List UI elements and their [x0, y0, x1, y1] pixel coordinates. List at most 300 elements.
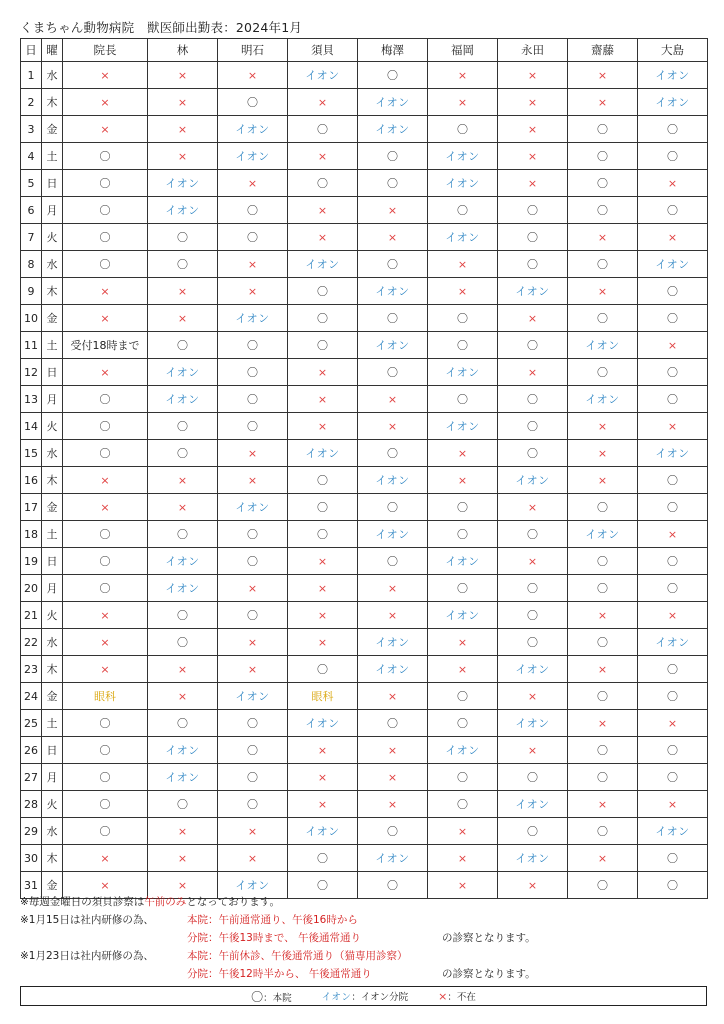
status-aeon-branch: イオン [428, 143, 498, 170]
status-aeon-branch: イオン [428, 224, 498, 251]
status-main-clinic: 〇 [148, 413, 218, 440]
day-cell: 27 [21, 764, 42, 791]
status-aeon-branch: イオン [428, 413, 498, 440]
status-aeon-branch: イオン [498, 656, 568, 683]
header-vet: 福岡 [428, 39, 498, 62]
status-main-clinic: 〇 [148, 710, 218, 737]
weekday-cell: 水 [42, 62, 63, 89]
status-main-clinic: 〇 [638, 494, 708, 521]
status-absent: × [428, 89, 498, 116]
status-absent: × [148, 656, 218, 683]
status-absent: × [568, 845, 638, 872]
weekday-cell: 水 [42, 818, 63, 845]
status-absent: × [218, 440, 288, 467]
header-vet: 明石 [218, 39, 288, 62]
status-main-clinic: 〇 [568, 359, 638, 386]
table-row [21, 548, 708, 575]
status-main-clinic: 〇 [148, 251, 218, 278]
header-vet: 林 [148, 39, 218, 62]
status-absent: × [638, 170, 708, 197]
day-cell: 13 [21, 386, 42, 413]
status-absent: × [568, 710, 638, 737]
status-aeon-branch: イオン [358, 629, 428, 656]
status-main-clinic: 〇 [568, 872, 638, 899]
note-line [20, 965, 710, 983]
status-absent: × [288, 548, 358, 575]
status-absent: × [428, 845, 498, 872]
status-main-clinic: 〇 [358, 170, 428, 197]
status-absent: × [498, 62, 568, 89]
table-row [21, 737, 708, 764]
status-main-clinic: 〇 [218, 710, 288, 737]
status-main-clinic: 〇 [638, 467, 708, 494]
status-absent: × [358, 791, 428, 818]
status-main-clinic: 〇 [218, 602, 288, 629]
table-row [21, 521, 708, 548]
weekday-cell: 金 [42, 305, 63, 332]
status-main-clinic: 〇 [218, 413, 288, 440]
status-aeon-branch: イオン [638, 818, 708, 845]
table-row [21, 224, 708, 251]
status-main-clinic: 〇 [638, 278, 708, 305]
status-absent: × [358, 602, 428, 629]
header-vet: 永田 [498, 39, 568, 62]
legend-text: ：本院 [263, 992, 292, 1004]
day-cell: 9 [21, 278, 42, 305]
status-aeon-branch: イオン [498, 710, 568, 737]
status-aeon-branch: イオン [428, 170, 498, 197]
status-absent: × [288, 575, 358, 602]
status-absent: × [288, 143, 358, 170]
day-cell: 20 [21, 575, 42, 602]
status-main-clinic: 〇 [428, 521, 498, 548]
table-row [21, 413, 708, 440]
status-main-clinic: 〇 [498, 818, 568, 845]
status-aeon-branch: イオン [218, 116, 288, 143]
status-absent: × [428, 872, 498, 899]
legend-item-aeon [322, 989, 408, 1003]
header-vet: 院長 [63, 39, 148, 62]
status-absent: × [428, 440, 498, 467]
status-absent: × [638, 521, 708, 548]
status-aeon-branch: イオン [148, 386, 218, 413]
status-main-clinic: 〇 [638, 548, 708, 575]
status-main-clinic: 〇 [218, 332, 288, 359]
status-absent: × [568, 602, 638, 629]
status-main-clinic: 〇 [63, 548, 148, 575]
status-main-clinic: 〇 [358, 251, 428, 278]
status-aeon-branch: イオン [288, 818, 358, 845]
status-absent: × [63, 116, 148, 143]
status-absent: × [428, 62, 498, 89]
note-text: ※毎週金曜日の須貝診察は [20, 896, 145, 908]
weekday-cell: 月 [42, 764, 63, 791]
status-aeon-branch: イオン [358, 467, 428, 494]
status-aeon-branch: イオン [148, 170, 218, 197]
status-aeon-branch: イオン [428, 737, 498, 764]
status-main-clinic: 〇 [428, 116, 498, 143]
status-main-clinic: 〇 [218, 764, 288, 791]
status-absent: × [498, 494, 568, 521]
status-aeon-branch: イオン [638, 440, 708, 467]
status-absent: × [358, 386, 428, 413]
page-title: くまちゃん動物病院 獣医師出勤表：2024年1月 [20, 20, 303, 35]
status-aeon-branch: イオン [498, 791, 568, 818]
day-cell: 1 [21, 62, 42, 89]
status-main-clinic: 〇 [288, 467, 358, 494]
weekday-cell: 木 [42, 656, 63, 683]
status-absent: × [358, 737, 428, 764]
status-absent: × [288, 737, 358, 764]
header-day: 日 [21, 39, 42, 62]
status-main-clinic: 〇 [638, 197, 708, 224]
status-main-clinic: 〇 [63, 413, 148, 440]
status-main-clinic: 〇 [428, 386, 498, 413]
note-highlight: 本院：午前休診、午後通常通り（猫専用診察） [187, 950, 408, 962]
status-absent: × [148, 278, 218, 305]
day-cell: 4 [21, 143, 42, 170]
status-main-clinic: 〇 [498, 386, 568, 413]
status-main-clinic: 〇 [218, 359, 288, 386]
status-absent: × [148, 62, 218, 89]
status-aeon-branch: イオン [148, 737, 218, 764]
status-main-clinic: 〇 [358, 440, 428, 467]
legend-text: ：不在 [447, 992, 476, 1003]
status-absent: × [63, 89, 148, 116]
status-absent: × [288, 89, 358, 116]
status-absent: × [568, 413, 638, 440]
status-main-clinic: 〇 [498, 251, 568, 278]
status-main-clinic: 〇 [498, 575, 568, 602]
status-main-clinic: 〇 [568, 737, 638, 764]
note-line [20, 911, 710, 929]
status-absent: × [638, 413, 708, 440]
status-main-clinic: 〇 [358, 62, 428, 89]
status-aeon-branch: イオン [288, 710, 358, 737]
status-absent: × [498, 143, 568, 170]
status-main-clinic: 〇 [568, 629, 638, 656]
status-absent: × [218, 845, 288, 872]
status-main-clinic: 〇 [63, 791, 148, 818]
status-main-clinic: 〇 [498, 332, 568, 359]
weekday-cell: 木 [42, 278, 63, 305]
status-absent: × [568, 278, 638, 305]
status-main-clinic: 〇 [428, 305, 498, 332]
weekday-cell: 土 [42, 332, 63, 359]
header-row [21, 39, 708, 62]
status-absent: × [498, 305, 568, 332]
note-highlight: 午前のみ [144, 896, 187, 908]
status-main-clinic: 〇 [568, 251, 638, 278]
status-main-clinic: 〇 [63, 170, 148, 197]
day-cell: 10 [21, 305, 42, 332]
status-aeon-branch: イオン [498, 845, 568, 872]
weekday-cell: 日 [42, 359, 63, 386]
day-cell: 28 [21, 791, 42, 818]
status-main-clinic: 〇 [568, 764, 638, 791]
status-absent: × [358, 224, 428, 251]
status-absent: × [218, 170, 288, 197]
status-main-clinic: 〇 [218, 737, 288, 764]
status-absent: × [63, 359, 148, 386]
table-row [21, 359, 708, 386]
status-aeon-branch: イオン [148, 764, 218, 791]
status-main-clinic: 〇 [288, 332, 358, 359]
status-main-clinic: 〇 [63, 143, 148, 170]
day-cell: 24 [21, 683, 42, 710]
status-main-clinic: 〇 [148, 791, 218, 818]
note-text: の診察となります。 [442, 932, 536, 944]
status-absent: × [63, 305, 148, 332]
header-vet: 齋藤 [568, 39, 638, 62]
legend-item-absent [438, 989, 476, 1003]
header-weekday: 曜 [42, 39, 63, 62]
status-absent: × [63, 278, 148, 305]
day-cell: 26 [21, 737, 42, 764]
status-main-clinic: 〇 [638, 683, 708, 710]
status-aeon-branch: イオン [568, 332, 638, 359]
weekday-cell: 木 [42, 467, 63, 494]
status-aeon-branch: イオン [218, 872, 288, 899]
status-main-clinic: 〇 [638, 305, 708, 332]
table-row [21, 629, 708, 656]
status-main-clinic: 〇 [148, 224, 218, 251]
status-absent: × [568, 467, 638, 494]
status-aeon-branch: イオン [638, 62, 708, 89]
table-row [21, 332, 708, 359]
note-line [20, 929, 710, 947]
weekday-cell: 金 [42, 116, 63, 143]
note-highlight: 本院：午前通常通り、午後16時から [187, 914, 358, 926]
weekday-cell: 日 [42, 170, 63, 197]
status-main-clinic: 〇 [218, 521, 288, 548]
status-main-clinic: 〇 [428, 332, 498, 359]
status-main-clinic: 〇 [498, 224, 568, 251]
status-main-clinic: 〇 [288, 116, 358, 143]
note-text: の診察となります。 [442, 968, 536, 980]
status-absent: × [148, 89, 218, 116]
legend-symbol: イオン [321, 992, 352, 1003]
weekday-cell: 日 [42, 548, 63, 575]
status-aeon-branch: イオン [288, 440, 358, 467]
status-main-clinic: 〇 [218, 89, 288, 116]
status-main-clinic: 〇 [148, 629, 218, 656]
note-line [20, 893, 710, 911]
status-main-clinic: 〇 [148, 332, 218, 359]
status-absent: × [218, 629, 288, 656]
weekday-cell: 火 [42, 791, 63, 818]
status-main-clinic: 〇 [358, 548, 428, 575]
status-absent: × [638, 602, 708, 629]
day-cell: 17 [21, 494, 42, 521]
status-main-clinic: 〇 [288, 170, 358, 197]
weekday-cell: 水 [42, 629, 63, 656]
status-main-clinic: 〇 [148, 440, 218, 467]
status-absent: × [63, 62, 148, 89]
status-aeon-branch: イオン [288, 62, 358, 89]
status-main-clinic: 〇 [288, 872, 358, 899]
day-cell: 3 [21, 116, 42, 143]
status-absent: × [288, 386, 358, 413]
weekday-cell: 火 [42, 413, 63, 440]
status-main-clinic: 〇 [638, 737, 708, 764]
status-absent: × [428, 467, 498, 494]
status-absent: × [218, 575, 288, 602]
table-row [21, 683, 708, 710]
status-absent: × [288, 764, 358, 791]
day-cell: 31 [21, 872, 42, 899]
status-absent: × [218, 278, 288, 305]
status-absent: × [148, 305, 218, 332]
status-main-clinic: 〇 [428, 494, 498, 521]
day-cell: 2 [21, 89, 42, 116]
status-absent: × [428, 818, 498, 845]
status-main-clinic: 〇 [568, 683, 638, 710]
status-absent: × [358, 197, 428, 224]
status-absent: × [498, 116, 568, 143]
status-main-clinic: 〇 [428, 197, 498, 224]
status-absent: × [63, 494, 148, 521]
day-cell: 16 [21, 467, 42, 494]
note-text: ※1月15日は社内研修の為、 [20, 914, 154, 926]
weekday-cell: 金 [42, 872, 63, 899]
status-absent: × [63, 467, 148, 494]
status-aeon-branch: イオン [218, 494, 288, 521]
schedule-body [21, 62, 708, 899]
status-main-clinic: 〇 [638, 386, 708, 413]
weekday-cell: 金 [42, 683, 63, 710]
status-absent: × [428, 629, 498, 656]
status-main-clinic: 〇 [498, 413, 568, 440]
status-main-clinic: 〇 [288, 494, 358, 521]
table-row [21, 278, 708, 305]
table-row [21, 764, 708, 791]
status-main-clinic: 〇 [358, 872, 428, 899]
status-main-clinic: 〇 [63, 440, 148, 467]
note-line [20, 947, 710, 965]
legend-symbol: × [438, 990, 448, 1003]
status-main-clinic: 〇 [638, 764, 708, 791]
status-aeon-branch: イオン [358, 656, 428, 683]
status-main-clinic: 〇 [63, 575, 148, 602]
status-absent: × [148, 872, 218, 899]
status-absent: × [148, 845, 218, 872]
day-cell: 14 [21, 413, 42, 440]
weekday-cell: 水 [42, 251, 63, 278]
status-absent: × [498, 359, 568, 386]
status-aeon-branch: イオン [218, 305, 288, 332]
status-main-clinic: 〇 [218, 386, 288, 413]
status-main-clinic: 〇 [218, 197, 288, 224]
status-absent: × [63, 602, 148, 629]
status-main-clinic: 〇 [288, 521, 358, 548]
status-absent: × [498, 89, 568, 116]
weekday-cell: 木 [42, 89, 63, 116]
status-absent: × [288, 629, 358, 656]
status-main-clinic: 〇 [638, 143, 708, 170]
day-cell: 18 [21, 521, 42, 548]
table-row [21, 89, 708, 116]
status-absent: × [358, 764, 428, 791]
status-main-clinic: 〇 [218, 224, 288, 251]
status-main-clinic: 〇 [498, 602, 568, 629]
notes [20, 893, 710, 983]
status-absent: × [568, 440, 638, 467]
status-absent: × [148, 143, 218, 170]
status-aeon-branch: イオン [358, 332, 428, 359]
status-absent: × [148, 467, 218, 494]
status-absent: × [288, 413, 358, 440]
table-row [21, 440, 708, 467]
status-aeon-branch: イオン [218, 683, 288, 710]
status-main-clinic: 〇 [568, 143, 638, 170]
status-main-clinic: 〇 [428, 791, 498, 818]
status-main-clinic: 〇 [288, 305, 358, 332]
status-main-clinic: 〇 [638, 575, 708, 602]
status-absent: × [498, 548, 568, 575]
status-main-clinic: 〇 [568, 197, 638, 224]
table-row [21, 305, 708, 332]
status-main-clinic: 〇 [358, 818, 428, 845]
status-aeon-branch: イオン [358, 521, 428, 548]
weekday-cell: 月 [42, 197, 63, 224]
status-main-clinic: 〇 [358, 143, 428, 170]
status-absent: × [498, 170, 568, 197]
status-main-clinic: 〇 [288, 656, 358, 683]
day-cell: 6 [21, 197, 42, 224]
status-main-clinic: 〇 [63, 251, 148, 278]
status-absent: × [498, 737, 568, 764]
table-row [21, 791, 708, 818]
status-aeon-branch: イオン [568, 386, 638, 413]
status-main-clinic: 〇 [428, 710, 498, 737]
status-absent: × [498, 872, 568, 899]
day-cell: 5 [21, 170, 42, 197]
table-row [21, 386, 708, 413]
status-aeon-branch: イオン [428, 548, 498, 575]
status-main-clinic: 〇 [358, 710, 428, 737]
status-absent: × [638, 710, 708, 737]
day-cell: 11 [21, 332, 42, 359]
table-row [21, 170, 708, 197]
table-row [21, 251, 708, 278]
weekday-cell: 土 [42, 710, 63, 737]
table-row [21, 143, 708, 170]
note-text: ※1月23日は社内研修の為、 [20, 950, 154, 962]
weekday-cell: 土 [42, 521, 63, 548]
status-absent: × [218, 62, 288, 89]
weekday-cell: 月 [42, 386, 63, 413]
status-absent: × [218, 818, 288, 845]
status-absent: × [148, 818, 218, 845]
status-absent: × [63, 872, 148, 899]
status-main-clinic: 〇 [63, 197, 148, 224]
status-absent: × [63, 845, 148, 872]
day-cell: 23 [21, 656, 42, 683]
status-absent: × [358, 413, 428, 440]
status-main-clinic: 〇 [358, 494, 428, 521]
header-vet: 須貝 [288, 39, 358, 62]
status-main-clinic: 〇 [63, 386, 148, 413]
weekday-cell: 土 [42, 143, 63, 170]
status-main-clinic: 〇 [428, 764, 498, 791]
schedule-table [20, 38, 708, 899]
status-absent: × [63, 656, 148, 683]
status-absent: × [358, 683, 428, 710]
status-aeon-branch: イオン [358, 89, 428, 116]
status-aeon-branch: イオン [638, 629, 708, 656]
status-main-clinic: 〇 [218, 548, 288, 575]
